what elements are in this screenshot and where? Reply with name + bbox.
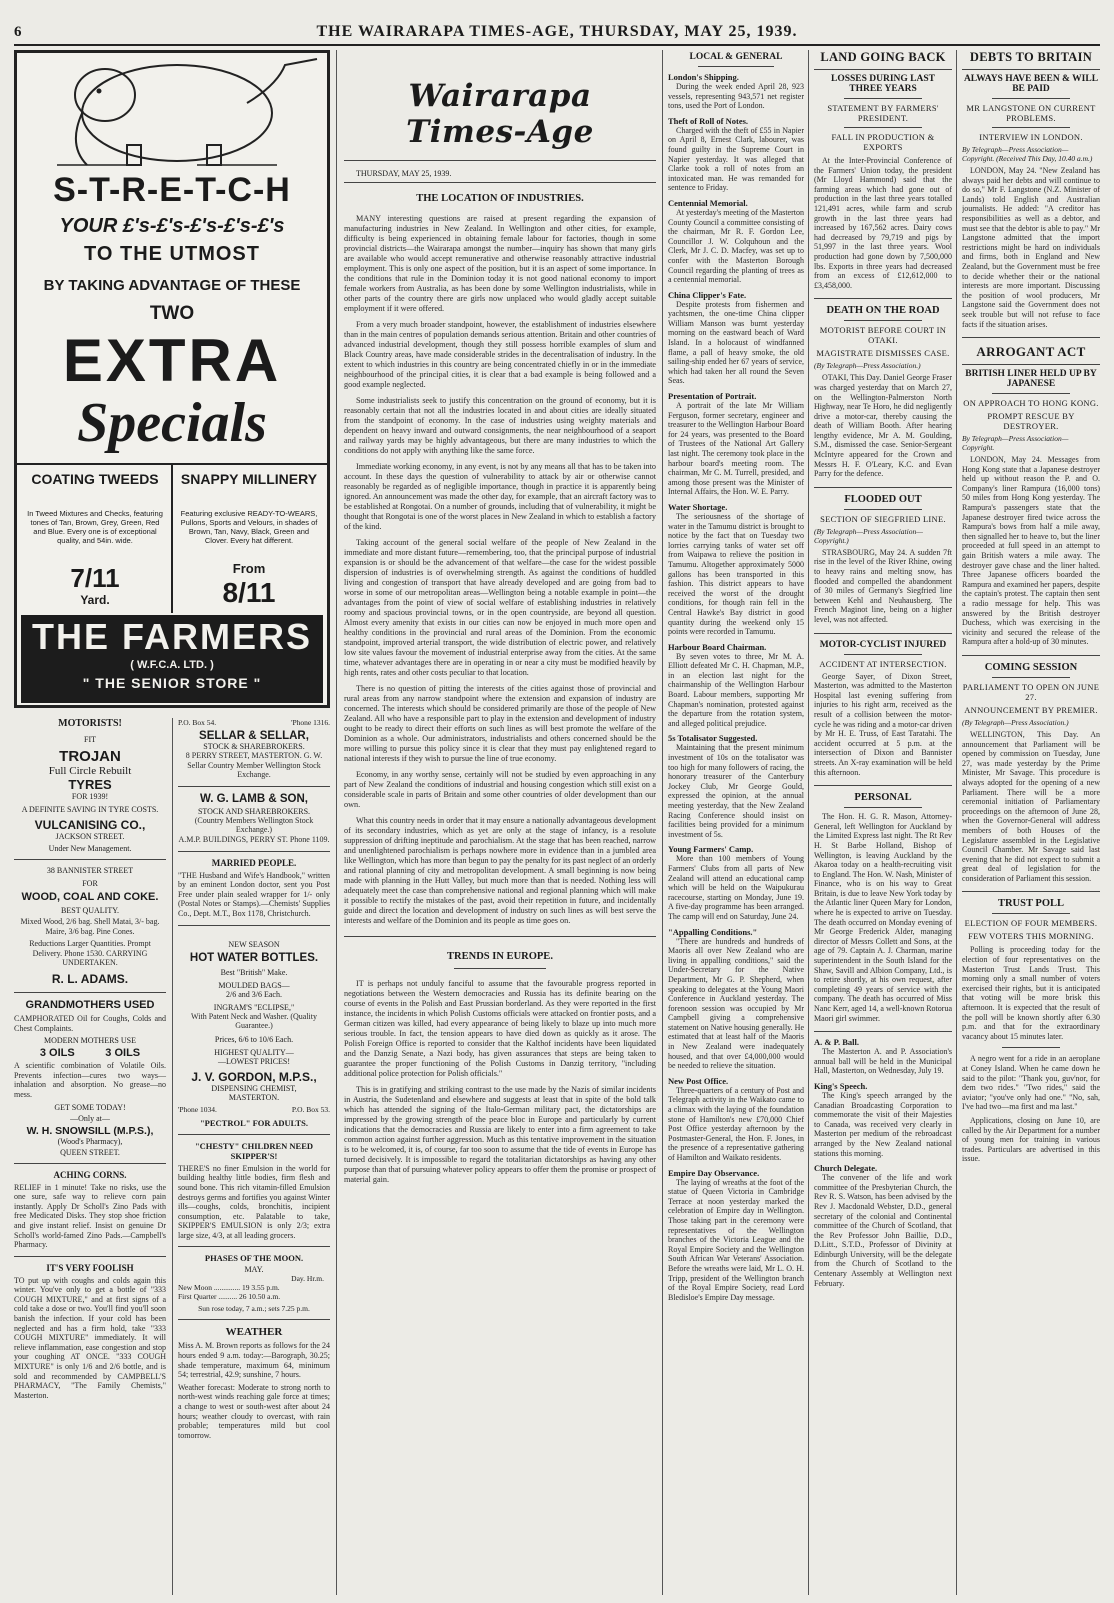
sellar-name: SELLAR & SELLAR, (199, 730, 309, 742)
ap-ball-text: The Masterton A. and P. Association's annual ball will be held in the Municipal Hall, Masterton, on Wednesday, July 19. (814, 1047, 952, 1076)
divider (698, 66, 774, 67)
adams-title: WOOD, COAL AND COKE. (21, 891, 159, 903)
lamb-name: W. G. LAMB & SON, (200, 792, 308, 805)
gordon-ingrams-desc: With Patent Neck and Washer. (Quality Guarantee.) (191, 1011, 317, 1031)
aching-title: ACHING CORNS. (53, 1169, 127, 1180)
local-item-text: At yesterday's meeting of the Masterton County Council a committee consisting of the chairman, Mr R. F. Gordon Lee, Councillor J. W. Colquhoun and the Clerk, Mr J. C. D. Macfey, was set up to confer with the Masterton Borough Council regarding the planting of trees as a centennial memorial. (668, 207, 804, 285)
editorial-paragraph: From a very much broader standpoint, however, the establishment of industries elsewhere than in the main centres of population demands serious attention. Britain and other countries of advanced industrial development, though they still possess horrible examples of slum and Black Country areas, have made considerable strides in the decentralisation of industry. In the extent to which industries in this country are being concentrated chiefly in or in the immediate neighbourhood of the principal cities, it is clear that a bad example is being followed and a good example neglected. (344, 320, 656, 389)
lamb-address: A.M.P. BUILDINGS, PERRY ST. Phone 1109. (178, 834, 330, 844)
divider (178, 1246, 330, 1247)
motorcyclist-text: George Sayer, of Dixon Street, Masterton, was admitted to the Masterton Hospital last evening suffering from injuries to his right arm, received as the result of a collision between the motor-cycle he was riding and a motor-car driven by Mr H. E. Truss, of East Taratahi. The accident occurred at 5 p.m. at the intersection of Dixon and Bannister streets. An X-ray examination will be held this afternoon. (814, 671, 952, 777)
ap-ball-head: A. & P. Ball. (814, 1037, 860, 1048)
divider (178, 786, 330, 787)
death-title: DEATH ON THE ROAD (826, 305, 940, 317)
divider (14, 1256, 166, 1257)
divider (962, 69, 1100, 70)
divider (844, 320, 922, 321)
trust-text: Polling is proceeding today for the election of four representatives on the Masterton Trust Lands Trust. This morning only a small number of voters exercised their rights, but it is anticipated that voting will be more brisk this afternoon. It is expected that the result of the poll will be known shortly after 6.30 p.m. and that for the extraordinary vacancy about 15 minutes later. (962, 945, 1100, 1041)
local-item-head: New Post Office. (668, 1075, 729, 1086)
motorists-title: MOTORISTS! (58, 718, 122, 729)
trust-text-3: Applications, closing on June 10, are called by the Air Department for a number of young men for training in various trades. Particulars are advertised in this issue. (962, 1115, 1100, 1164)
editorial-date: THURSDAY, MAY 25, 1939. (356, 169, 452, 178)
column-divider (662, 50, 663, 1595)
column-divider (808, 50, 809, 1595)
divider (814, 487, 952, 488)
gordon-moulded: MOULDED BAGS— (218, 980, 290, 990)
divider (14, 1163, 166, 1164)
small-ads-left (14, 718, 166, 1400)
gordon-town: MASTERTON. (228, 1092, 280, 1102)
sellar-box: P.O. Box 54. (178, 718, 217, 727)
land-fall: FALL IN PRODUCTION & EXPORTS (831, 132, 935, 152)
weather-title: WEATHER (225, 1326, 283, 1339)
divider (14, 992, 166, 993)
moon-title: PHASES OF THE MOON. (204, 1253, 304, 1264)
foolish-title: IT'S VERY FOOLISH (46, 1262, 134, 1273)
gordon-ingrams: INGRAM'S "ECLIPSE," (213, 1002, 295, 1012)
ads-column (14, 50, 330, 1595)
editorial-body (344, 214, 656, 926)
debts-sub3: INTERVIEW IN LONDON. (979, 132, 1083, 142)
snowsill-pharmacy: (Wood's Pharmacy), (57, 1136, 123, 1146)
local-item-text: Three-quarters of a century of Post and Telegraph activity in the Waikato came to a climax with the laying of the foundation stone of Hamilton's new £70,000 Chief Post Office yesterday afternoon by the Postmaster-General, the Hon. F. Jones, in the presence of a representative gathering of Hamilton and Waikato residents. (668, 1085, 804, 1162)
chesty-text: THERE'S no finer Emulsion in the world for building healthy little bodies, firm flesh and sound bone. This rich vitamin-filled Emulsion destroys germs and fortifies you against Winter ills—coughs, colds, bronchitis, incipient consumption, etc. Palatable to take, SKIPPER'S EMULSION is only 2/3; extra large size, 4/3, at all leading grocers. (178, 1163, 330, 1240)
divider (992, 98, 1070, 99)
arrogant-byline: By Telegraph—Press Association—Copyright. (962, 434, 1069, 453)
church-delegate-head: Church Delegate. (814, 1163, 878, 1174)
kings-speech-head: King's Speech. (814, 1080, 868, 1091)
divider (814, 785, 952, 786)
editorial-paragraph: What this country needs in order that it may ensure a nationally advantageous development of its secondary industries, which as yet are only at the stage of infancy, is a resolute suppression of drifting ineptitude and parochialism. At the stage that has been reached, narrow and unenlightened parochialism is perhaps nowhere more in evidence than in a jumbled area like Wellington, which has more than begun to pay the penalty for its past neglect of an orderly and rational planning of city and metropolitan development. A small beginning is now being made with planning in the Hutt Valley, but much more than that is needed. Nothing less will adequately meet the case than comprehensive national and regional planning which will make it possible to rectify the mistakes of the past, avoid their repetition in future, and incidentally guide and direct the location and development of industry on such lines as will best serve the interests and welfare of the Dominion and its people as time goes on. (344, 816, 656, 925)
newspaper-title: THE WAIRARAPA TIMES-AGE, THURSDAY, MAY 25, 1939. (316, 23, 798, 40)
debts-sub2: MR LANGSTONE ON CURRENT PROBLEMS. (966, 103, 1096, 123)
pounds-line: YOUR £'s-£'s-£'s-£'s-£'s (59, 215, 285, 237)
divider (454, 968, 546, 969)
column-divider (956, 50, 957, 1595)
aching-text: RELIEF in 1 minute! Take no risks, use the one sure, safe way to relieve corn pain instantly. Apply Dr Scholl's Zino Pads with free Medicated Disks. They stop shoe friction and give instant relief. Insist on genuine Dr Scholl's world-famed Zino Pads.—Campbell's Pharmacy. (14, 1182, 166, 1250)
coating-title: COATING TWEEDS (31, 471, 159, 487)
married-text: "THE Husband and Wife's Handbook," written by an eminent London doctor, sent you Post Free under plain sealed wrapper for 1/- only (Postal Notes or Stamps).—Chemists' Supplies Co., Dept. M.T., Box 1178, Christchurch. (178, 870, 330, 918)
store-name: THE FARMERS (31, 616, 312, 657)
divider (14, 859, 166, 860)
editorial-paragraph: Economy, in any worthy sense, certainly will not be studied by even approaching in any part of New Zealand the conditions of industrial and housing congestion which still exist on a considerable scale in parts of Britain and some other countries of older development than our own. (344, 770, 656, 809)
divider (178, 1134, 330, 1135)
arrogant-text: LONDON, May 24. Messages from Hong Kong state that a Japanese destroyer held up without reason the P. and O. Company's liner Rampura (16,000 tons) 50 miles from Hong Kong yesterday. The Rampura's passengers state that the Japanese destroyer fired twice across the Rampura's bows from half a mile away, then signalled her to heave to, but the liner proceeded at full speed in an attempt to gain British waters a mile away. The destroyer gave chase and the liner halted. Three Japanese officers boarded the Rampura and examined her papers, despite the captain's protest. The captain then sent a radio message for help. This was answered by the British destroyer Duchess, which was exercising in the vicinity and secured the release of the Rampura after a hold-up of 30 minutes. (962, 455, 1100, 647)
adams-prices: Mixed Wood, 2/6 bag. Shell Matai, 3/- bag. Maire, 3/6 bag. Pine Cones. (20, 917, 160, 936)
divider (992, 127, 1070, 128)
divider (844, 807, 922, 808)
weather-text: Miss A. M. Brown reports as follows for the 24 hours ended 9 a.m. today:—Barograph, 30.25; shade temperature, maximum 64, minimum 54; terrestrial, 42.9; sunshine, 7 hours. (178, 1341, 330, 1380)
divider (814, 298, 952, 299)
land-title: LAND GOING BACK (820, 50, 946, 64)
motorists-fit: FIT (84, 735, 96, 744)
foolish-text: TO put up with coughs and colds again this winter. You've only to get a bottle of "333 COUGH MIXTURE," and at first signs of a cold take a dose or two. You'll find you'll soon banish the infection. If your cold has been neglected and has a firm hold, take "333 COUGH MIXTURE" immediately. It will relieve inflammation, ease congestion and stop your coughing AT ONCE. "333 COUGH MIXTURE" is only 1/6 and 2/6 bottle, and is sold and recommended by CAMPBELL'S PHARMACY, "The Family Chemists," Masterton. (14, 1275, 166, 1400)
local-item-head: Young Farmers' Camp. (668, 844, 754, 855)
europe-paragraph: IT is perhaps not unduly fanciful to assume that the favourable progress reported in negotiations between the Western democracies and Russia has its definite bearing on the course of events in the Polish and East Prussian borderland. As they were reported in the first instance, the incidents in which Polish Customs officials were attacked on frontier posts, and a German citizen was killed, had every appearance of being likely to blaze up into much more serious trouble. In fact, the tension appears to have died down as quickly as it arose. The Polish Foreign Office is reported to consider that the Kalthof incidents have been liquidated and the Danzig Senate, a Nazi body, has given assurances that steps are being taken to guarantee the proper functioning of the Polish Customs in Danzig territory, "including additional police protection for Polish officials." (344, 979, 656, 1078)
local-item-head: "Appalling Conditions." (668, 926, 758, 937)
motorists-product: Full Circle Rebuilt (48, 765, 132, 777)
masthead-rule (344, 160, 656, 161)
divider (962, 655, 1100, 656)
flooded-text: STRASBOURG, May 24. A sudden 7ft rise in the level of the River Rhine, owing to heavy rains and melting snow, has flooded and compelled the abandonment of 30 miles of Germany's Siegfried line between Kehl and Neuhausberg. The French Maginot line, being on a higher level, was not affected. (814, 547, 952, 624)
gordon-phone: 'Phone 1034. (178, 1104, 217, 1114)
debts-subtitle: ALWAYS HAVE BEEN & WILL BE PAID (963, 74, 1099, 94)
millinery-text: Featuring exclusive READY-TO-WEARS, Pullons, Sports and Velours, in shades of Brown, Tan, Navy, Black, Green and Clover. Every hat different. (180, 509, 318, 545)
coating-text: In Tweed Mixtures and Checks, featuring tones of Tan, Brown, Grey, Green, Red and Blue. Every one is of exceptional quality, and 54in. wide. (27, 509, 163, 545)
adams-address: 38 BANNISTER STREET (46, 866, 134, 875)
divider (992, 677, 1070, 678)
local-item-text: Despite protests from fishermen and yachtsmen, the one-time China clipper William Manson was burnt yesterday morning on the eastward beach of Ward Island. In a holocaust of windfanned flame, a pall of heavy smoke, the old sailing-ship ended her 67 years of service, which had taken her all round the Seven Seas. (668, 299, 804, 386)
small-ads-divider (172, 718, 173, 1595)
local-item-text: "There are hundreds and hundreds of Maoris all over New Zealand who are living in appalling conditions," said the Under-Secretary for the Native Department, Mr G. P. Shepherd, when speaking to delegates at the Young Maori Conference in Auckland yesterday. The forenoon session was occupied by Mr Campbell giving a comprehensive statement on Native housing generally. He estimated that at least half of the Maoris in New Zealand were inadequately housed, and that over £4,000,000 would be needed to relieve the situation. (668, 936, 804, 1071)
specials-vertical-divider (171, 463, 173, 613)
married-title: MARRIED PEOPLE. (211, 857, 297, 868)
weather-forecast: Weather forecast: Moderate to strong north to north-west winds reaching gale force at times; a change to west or south-west after about 24 hours; weather cloudy to overcast, with rain probable; temperatures mild but cool tomorrow. (178, 1382, 330, 1440)
local-items-list (668, 72, 804, 1302)
divider (814, 633, 952, 634)
editorial-paragraph: There is no question of pitting the interests of the cities against those of provincial and rural areas from any narrow standpoint where the extension and expansion of industry are concerned. The interests which should be considered primarily are those of the people of New Zealand. All who have a responsible part to play in the extension and development of industry ought to be ready to direct their efforts on such lines as will best promote the welfare of the Dominion as a whole. Our administrators, industrialists and others concerned should be the more willing to pursue this policy since it is clear that they must pay enlightened regard to national interests if they wish to pursue the line of true economy. (344, 684, 656, 763)
divider (962, 364, 1100, 365)
adams-reductions: Reductions Larger Quantities. Prompt Delivery. Phone 1530. CARRYING UNDERTAKEN. (29, 939, 151, 968)
church-delegate-text: The convener of the life and work committee of the Presbyterian Church, the Rev R. S. Watson, has been advised by the Rev J. Macdonald Webster, D.D., general secretary of the colonial and Continental committee of the Church of Scotland, that the Rev Professor John Baillie, D.D., D.Litt., S.T.D., Professor of Divinity at Edinburgh University, will be the delegate from the Church of Scotland to the Centenary Assembly at Wellington next February. (814, 1173, 952, 1288)
trust-title: TRUST POLL (997, 898, 1065, 910)
local-title: LOCAL & GENERAL (689, 52, 783, 62)
news-column-5 (962, 50, 1100, 1595)
divider (992, 913, 1070, 914)
news-column-4 (814, 50, 952, 1595)
vulcanising-company: VULCANISING CO., (34, 818, 146, 832)
moon-sun: Sun rose today, 7 a.m.; sets 7.25 p.m. (198, 1304, 310, 1314)
advantage-line: BY TAKING ADVANTAGE OF THESE (43, 277, 301, 294)
arrogant-title: ARROGANT ACT (976, 344, 1086, 360)
divider (844, 509, 922, 510)
masthead: Wairarapa Times-Age (406, 78, 594, 150)
gordon-pectrol: "PECTROL" FOR ADULTS. (199, 1117, 309, 1128)
local-item-head: Centennial Memorial. (668, 197, 748, 208)
session-title: COMING SESSION (984, 661, 1078, 673)
debts-byline: By Telegraph—Press Association—Copyright. (Received This Day, 10.40 a.m.) (962, 145, 1093, 163)
session-byline: (By Telegraph—Press Association.) (962, 717, 1069, 727)
arrogant-sub2: ON APPROACH TO HONG KONG. (963, 398, 1099, 409)
column-divider (336, 50, 337, 1595)
arrogant-subtitle: BRITISH LINER HELD UP BY JAPANESE (965, 369, 1097, 390)
adams-name: R. L. ADAMS. (51, 971, 129, 986)
local-item-head: Presentation of Portrait. (668, 391, 757, 402)
local-item-text: More than 100 members of Young Farmers' Clubs from all parts of New Zealand will attend an educational camp which will be held on the Waipukurau racecourse, starting on Monday, June 19. A five-day programme has been arranged. The camp will end on Saturday, June 24. (668, 854, 804, 921)
local-item-text: A portrait of the late Mr William Ferguson, former secretary, engineer and treasurer to the Wellington Harbour Board for 24 years, was presented to the Board of Trustees of the National Art Gallery last night. The ceremony took place in the harbour board's meeting room. The chairman, Mr C. M. Turrell, presided, and among those present was the Minister of Internal Affairs, the Hon. W. E. Parry. (668, 401, 804, 497)
snowsill-chemist: W. H. SNOWSILL (M.P.S.), (26, 1124, 154, 1137)
local-item-text: The laying of wreaths at the foot of the statue of Queen Victoria in Cambridge Terrace at noon yesterday marked the celebration of Empire day in Wellington. Those taking part in the ceremony were representatives of the Wellington branches of the Victoria League and the Royal Empire Society and the Wellington South African War Veterans' Association. Before the wreaths were laid, Mr L. O. H. Tripp, president of the Wellington branch of the Royal Empire Society, read Lord Bledisloe's Empire Day message. (668, 1177, 804, 1302)
moon-new: New Moon .............. 19 3.55 p.m. (178, 1283, 280, 1293)
gordon-moulded-price: 2/6 and 3/6 Each. (226, 989, 282, 999)
debts-text: LONDON, May 24. "New Zealand has always paid her debts and will continue to do so," Mr F. Langstone (N.Z. Minister of Lands) told English and Australian journalists. He added: "A creditor has responsibilities as well as a debtor, and must see that the debtor is able to pay." Mr Langstone admitted that the import restrictions might be hard on individuals and firms, both in England and New Zealand, but the Government must be free to decide whether their or the national interests are more important. Discussing the position of wool producers, Mr Langstone said the Government does not seek trouble but will not refuse to face facts if the situation arises. (962, 166, 1100, 329)
grandmothers-text: CAMPHORATED Oil for Coughs, Colds and Chest Complaints. (14, 1013, 166, 1033)
sellar-role: STOCK & SHAREBROKERS. (203, 742, 305, 751)
gordon-title: HOT WATER BOTTLES. (189, 951, 319, 964)
motorcyclist-title: MOTOR-CYCLIST INJURED (819, 639, 947, 650)
divider (178, 851, 330, 852)
millinery-from: From (232, 561, 266, 576)
page-header (14, 22, 1100, 46)
gordon-highest: HIGHEST QUALITY— (214, 1047, 294, 1057)
editorial-column (344, 50, 656, 1595)
gordon-season: NEW SEASON (228, 939, 280, 949)
moon-month: MAY. (244, 1265, 264, 1275)
divider (962, 337, 1100, 338)
local-item-head: Water Shortage. (668, 501, 728, 512)
utmost-line: TO THE UTMOST (84, 243, 260, 265)
debts-title: DEBTS TO BRITAIN (969, 50, 1093, 64)
coating-unit: Yard. (80, 593, 110, 607)
moon-first-quarter: First Quarter .......... 26 10.50 a.m. (178, 1292, 281, 1302)
motorcyclist-sub: ACCIDENT AT INTERSECTION. (819, 658, 947, 669)
small-ads-right (178, 718, 330, 1440)
divider (178, 1319, 330, 1320)
session-sub1: PARLIAMENT TO OPEN ON JUNE 27. (962, 681, 1100, 702)
local-item-text: By seven votes to three, Mr M. A. Elliott defeated Mr C. H. Chapman, M.P., in an election last night for the chairmanship of the Wellington Harbour Board. Labour members, supporting Mr Chapman's nomination, protested against the departure from the rotation system, and alleged political prejudice. (668, 651, 804, 728)
snowsill-street: QUEEN STREET. (60, 1147, 120, 1157)
divider (992, 393, 1070, 394)
gordon-box: P.O. Box 53. (291, 1104, 330, 1114)
land-subtitle: LOSSES DURING LAST THREE YEARS (830, 74, 935, 94)
adams-for: FOR (82, 879, 98, 888)
lamb-role: STOCK AND SHAREBROKERS. (197, 806, 311, 816)
local-item-head: Harbour Board Chairman. (668, 641, 767, 652)
land-statement: STATEMENT BY FARMERS' PRESIDENT. (827, 103, 939, 123)
divider (844, 98, 922, 99)
death-sub1: MOTORIST BEFORE COURT IN OTAKI. (819, 325, 947, 346)
local-item-text: Maintaining that the present minimum investment of 10s on the totalisator was too high for many followers of racing, the honorary treasurer of the Canterbury Jockey Club, Mr George Gould, expressed the opinion, at the annual meeting yesterday, that the New Zealand Racing Conference should insist on facilities being provided for a minimum investment of 5s. (668, 743, 804, 839)
personal-text: The Hon. H. G. R. Mason, Attorney-General, left Wellington for Auckland by the Limited Express last night. The Rt Rev H. St Barbe Holland, Bishop of Wellington, is leaving Auckland by the Akaroa today on a health-recruiting visit to England. The Hon. W. Nash, Minister of Finance, who is on his way to Great Britain, is due to leave New York today by the Atlantic liner Queen Mary for London, where he is expected to arrive on Tuesday. The death occurred on Monday evening of Mr George Frederick Alder, managing director of Messrs Collett and Sons, at the age of 79. Captain A. J. Charman, marine superintendent in the South Island for the Shaw, Savill and Albion Company, Ltd., is to retire shortly, at his own request, after completing 49 years of service with the company. The death has occurred of Miss Nanc Kerr, aged 14, a well-known Rotorua Maori girl swimmer. (814, 812, 952, 1023)
editorial-paragraph: Taking account of the general social welfare of the people of New Zealand in the immediate and more distant future—remembering, too, that the principal purpose of industrial expansion is or should be the advancement of that welfare—the case for the widest possible dispersion of industries is of overwhelming strength. As against the conditions of huddled living and congestion of transport that have already developed and are going from bad to worse in some of our metropolitan areas—Wellington being a notable example in point—the advantages from the point of view of social welfare of establishing industries in relatively roomy and spacious provincial towns, or in the open countryside, are beyond all question. Almost every amenity that exists in our cities can now be enjoyed in much more open and healthy conditions in the provincial and rural areas of the Dominion. From the economic standpoint, improved arterial transport, the wide distribution of electric power, and relatively low site values favour the movement of industrial enterprise away from the cities. At the same time, whatever advantages there are in operating in or near a city must be modified heavily by high rents, rates and other costs peculiar to that location. (344, 538, 656, 677)
gordon-name: J. V. GORDON, M.P.S., (191, 1069, 317, 1084)
local-item-head: Theft of Roll of Notes. (668, 115, 749, 126)
grandmothers-oils: 3 OILS 3 OILS (39, 1047, 141, 1060)
chesty-title: "CHESTY" CHILDREN NEED SKIPPER'S! (194, 1140, 314, 1161)
trust-sub1: ELECTION OF FOUR MEMBERS. (964, 918, 1098, 929)
trust-text-2: A negro went for a ride in an aeroplane at Coney Island. When he came down he said to the pilot: "Thank you, guv'nor, for dem two rides." "Two rides," said the aviator; "you've only had one." "No, sah, I've had two—ma first and ma last." (962, 1054, 1100, 1112)
local-item-head: Empire Day Observance. (668, 1167, 760, 1178)
grandmothers-modern: MODERN MOTHERS USE (43, 1036, 136, 1046)
moon-columns: Day. Hr.m. (291, 1274, 324, 1284)
divider (814, 1031, 952, 1032)
arrogant-sub3: PROMPT RESCUE BY DESTROYER. (987, 411, 1075, 432)
editorial-paragraph: Some industrialists seek to justify this concentration on the ground of economy, but it is reasonably certain that not all the industries located in and about cities are ideally situated from the standpoint of economy. In the case of industries using weighty materials and dependent on heavy inward and outward consignments, the near neighbourhood of a seaport and railway yards may be highly advantageous, but there are many industries to which the conditions do not apply with anything like the same force. (344, 396, 656, 455)
grandmothers-desc: A scientific combination of Volatile Oils. Prevents infection—cures two ways—inhalation and absorption. No grease—no mess. (14, 1061, 166, 1099)
store-tagline: " THE SENIOR STORE " (82, 675, 262, 691)
gordon-role: DISPENSING CHEMIST, (211, 1083, 297, 1093)
local-item-head: 5s Totalisator Suggested. (668, 733, 758, 744)
adams-best: BEST QUALITY. (61, 906, 119, 915)
local-general-column (668, 50, 804, 1595)
divider (178, 925, 330, 926)
grandmothers-get: GET SOME TODAY! (54, 1102, 126, 1112)
motorists-tyres: TYRES (68, 777, 112, 792)
motorists-saving: A DEFINITE SAVING IN TYRE COSTS. (21, 805, 159, 814)
flooded-sub: SECTION OF SIEGFRIED LINE. (820, 513, 946, 524)
motorists-brand: TROJAN (59, 748, 121, 765)
europe-title: TRENDS IN EUROPE. (447, 951, 553, 962)
divider (962, 891, 1100, 892)
divider (814, 69, 952, 70)
sellar-address: 8 PERRY STREET, MASTERTON. G. W. Sellar Country Member Wellington Stock Exchange. (185, 751, 323, 780)
millinery-title: SNAPPY MILLINERY (180, 471, 318, 487)
lamb-members: (Country Members Wellington Stock Exchange.) (194, 815, 314, 835)
gordon-best: Best "British" Make. (220, 967, 288, 977)
motorists-year: FOR 1939! (71, 792, 109, 801)
farmers-ad (14, 50, 330, 708)
gordon-contacts (178, 1105, 330, 1114)
grandmothers-title: GRANDMOTHERS USED (25, 998, 155, 1011)
kings-speech-text: The King's speech arranged by the Canadian Broadcasting Corporation to commemorate the visit of their Majesties to Canada, was received very clearly in Masterton per medium of the rebroadcast arranged by the New Zealand national stations this morning. (814, 1090, 952, 1158)
trust-sub2: FEW VOTERS THIS MORNING. (968, 931, 1094, 942)
grandmothers-only: —Only at— (70, 1113, 110, 1123)
personal-title: PERSONAL (854, 792, 912, 804)
vulcanising-street: JACKSON STREET. (55, 832, 125, 841)
editorial-paragraph: Immediate working economy, in any event, is not by any means all that has to be taken into account. In these days the question of vulnerability to attack by air or otherwise cannot reasonably be regarded as of negligible importance, though in practice it is apparently being ignored. An announcement was made the other day, for example, that an aircraft factory was to be established at Rongotai. On a number of grounds, including that of vulnerability, it might be thought that Rongotai is one of the worst places in New Zealand in which to establish a factory of the kind. (344, 462, 656, 531)
death-sub2: MAGISTRATE DISMISSES CASE. (816, 348, 950, 359)
europe-paragraph: This is in gratifying and striking contrast to the use made by the Nazis of similar incidents in Austria, the Sudetenland and elsewhere and suggests at least that in spite of the bold talk which has attended the signing of the Italo-German military pact, the dictatorships are impressed by the growing strength of the peace bloc in Europe and particularly by current indications that the democracies and Russia are likely to enter into a firm agreement to take common action against further aggression. Much as this tentative improvement in the situation is to be welcomed, it is, of course, far too soon to assume that the tide of events in Europe has turned decisively. It is impossible to regard the totalitarian dictatorships as having any other purpose than that of pursuing whatever policy appears to offer them the promise or prospect of material gain. (344, 1085, 656, 1184)
specials-heading: Specials (77, 392, 267, 454)
session-text: WELLINGTON, This Day. An announcement that Parliament will be opened by commission on Tuesday, June 27, was made yesterday by the Prime Minister, Mr Savage. This procedure is always adopted for the opening of a new Parliament. There will be a more ceremonial initiation of Parliamentary proceedings on the afternoon of June 28, when the Governor-General will address members of both Houses of the Legislature assembled in the Legislative Council Chamber. Mr Savage said last evening that he did not expect to submit a great deal of legislation for the consideration of Parliament this session. (962, 729, 1100, 883)
date-rule (344, 182, 656, 183)
gordon-lowest: —LOWEST PRICES! (217, 1056, 291, 1066)
sellar-contacts (178, 718, 330, 727)
death-text: OTAKI, This Day. Daniel George Fraser was charged yesterday that on March 27, on the Wellington-Palmerston North Highway, near Te Horo, he did negligently drive a motor-car, thereby causing the death of William Booth. After hearing lengthy evidence, Mr A. M. Goulding, S.M., dismissed the case. Senior-Sergeant McIntyre appeared for the Crown and Messrs H. F. O'Leary, K.C. and Evan Parry for the defence. (814, 373, 952, 479)
divider (1002, 1047, 1060, 1048)
flooded-title: FLOODED OUT (844, 493, 922, 505)
divider (844, 127, 922, 128)
editorial-paragraph: MANY interesting questions are raised at present regarding the expansion of manufacturing industries in New Zealand. In Wellington and other cities, for example, difficulty is being experienced in obtaining female labour for factories, though in some provincial districts—the Wairarapa amongst the number—inquiry has shown that many girls are available who would accept remunerative and otherwise reasonably attractive industrial employment. This is only one aspect of the position, but it is an aspect of some importance. In the conditions that rule in the Dominion today it is not good national economy to import female workers from Australia, as has been done by some Wellington industrialists, while in other parts of the country there are girls now unplaced who would gladly accept suitable employment if it were offered. (344, 214, 656, 313)
page-number: 6 (14, 24, 22, 40)
extra-heading: EXTRA (62, 327, 282, 394)
gordon-prices: Prices, 6/6 to 10/6 Each. (214, 1034, 294, 1044)
session-sub2: ANNOUNCEMENT BY PREMIER. (964, 704, 1098, 715)
sellar-phone: 'Phone 1316. (291, 718, 330, 727)
flooded-byline: (By Telegraph—Press Association—Copyright.) (814, 526, 923, 545)
two-line: TWO (149, 303, 195, 324)
local-item-head: China Clipper's Fate. (668, 289, 747, 300)
death-byline: (By Telegraph—Press Association.) (814, 361, 921, 371)
coating-price: 7/11 (70, 563, 120, 593)
vulcanising-mgmt: Under New Management. (48, 844, 132, 853)
land-text: At the Inter-Provincial Conference of the Farmers' Union today, the president (Mr Lloyd Hammond) said that the farming areas which had gone out of production in the last three years totalled 121,491 acres, while farm and scrub growth in the last three years had increased by 167,562 acres. Dairy cows had decreased by 79,719 and pigs by 51,997 in the last three years. Wool production had gone down by 7,500,000 lbs. Exports in three years had decreased from an excess of £12,612,000 to £3,458,000. (814, 156, 952, 290)
local-item-head: London's Shipping. (668, 72, 739, 82)
divider (344, 936, 656, 937)
elephant-illustration (17, 55, 327, 173)
farmers-banner (21, 615, 323, 703)
store-subname: ( W.F.C.A. LTD. ) (130, 659, 214, 671)
local-item-text: During the week ended April 28, 923 vessels, representing 943,571 net register tons, used the Port of London. (668, 82, 804, 111)
stretch-headline: S-T-R-E-T-C-H (53, 171, 291, 209)
editorial-title: THE LOCATION OF INDUSTRIES. (416, 193, 584, 204)
local-item-text: The seriousness of the shortage of water in the Tamumu district is brought to notice by the fact that on Tuesday two lorries carrying tanks of water set off from Waipawa to relieve the position in Tamumu. Altogether approximately 5000 gallons has been transported in this fashion. This district appears to have received the worst of the drought conditions, for though rain fell in the Central Hawke's Bay district in good quantity during the weekend only 15 points were recorded in Tamumu. (668, 511, 804, 637)
local-item-text: Charged with the theft of £55 in Napier on April 8, Ernest Clark, labourer, was found guilty in the Supreme Court in Napier yesterday. It was alleged that Clarke took a roll of notes from an intoxicated man. He was remanded for sentence to Friday. (668, 125, 804, 193)
divider (844, 654, 922, 655)
millinery-price: 8/11 (222, 577, 276, 608)
